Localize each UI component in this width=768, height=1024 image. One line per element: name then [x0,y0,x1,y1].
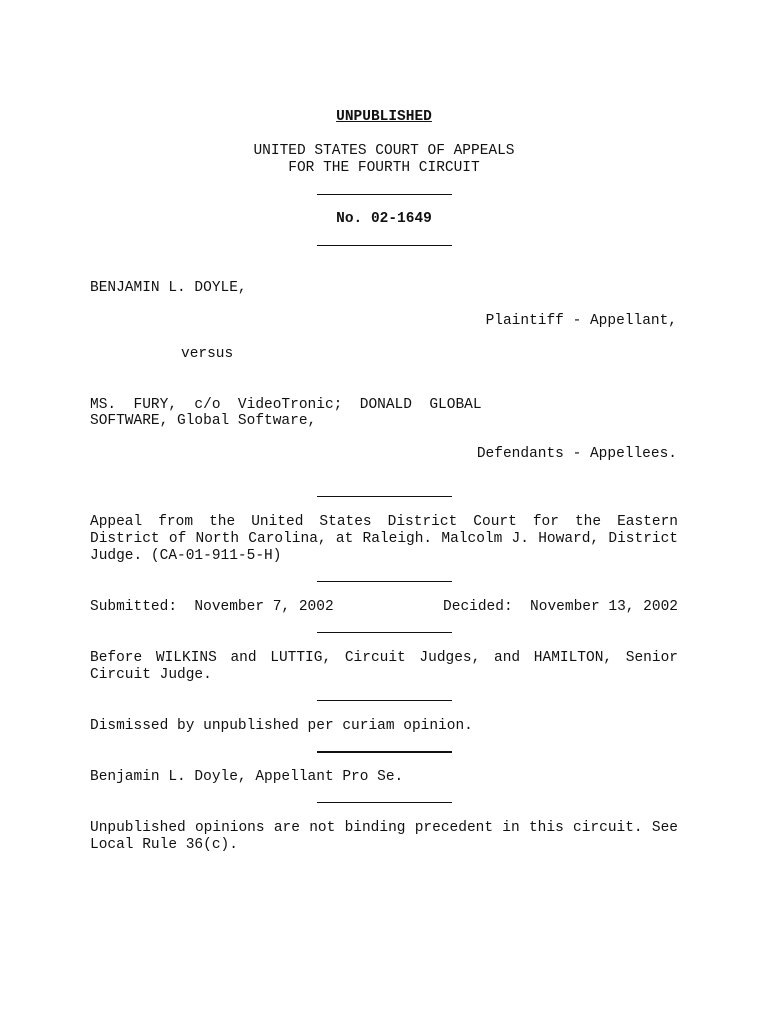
plaintiff-role: Plaintiff - Appellant, [485,313,677,329]
disposition-line: Dismissed by unpublished per curiam opinion. [90,718,473,734]
separator-rule [317,700,452,701]
separator-rule [317,802,452,803]
separator-rule [317,496,452,497]
appeal-paragraph: Appeal from the United States District Court for the Eastern District of North Carolina, at Raleigh. Malcolm J. Howard, District Judge. (CA-01-911-5-H) [90,514,678,564]
submitted-date: Submitted: November 7, 2002 [90,599,334,615]
separator-rule [317,194,452,195]
plaintiff-name: BENJAMIN L. DOYLE, [90,280,247,296]
defendants-line1: MS. FURY, c/o VideoTronic; DONALD GLOBAL [90,397,482,413]
separator-rule [317,581,452,582]
separator-rule [317,632,452,633]
defendants-role: Defendants - Appellees. [476,446,677,462]
precedent-notice: Unpublished opinions are not binding precedent in this circuit. See Local Rule 36(c). [90,820,678,853]
court-name-line2: FOR THE FOURTH CIRCUIT [288,160,480,176]
panel-paragraph: Before WILKINS and LUTTIG, Circuit Judges, and HAMILTON, Senior Circuit Judge. [90,650,678,683]
counsel-line: Benjamin L. Doyle, Appellant Pro Se. [90,769,404,785]
decided-date: Decided: November 13, 2002 [443,599,678,615]
dates-row [90,599,678,616]
separator-rule [317,245,452,246]
versus-label: versus [181,346,234,362]
separator-rule-thick [317,751,452,753]
case-number: No. 02-1649 [336,211,432,227]
defendants-line2: SOFTWARE, Global Software, [90,413,317,429]
unpublished-heading: UNPUBLISHED [336,109,432,125]
court-name-line1: UNITED STATES COURT OF APPEALS [253,143,515,159]
